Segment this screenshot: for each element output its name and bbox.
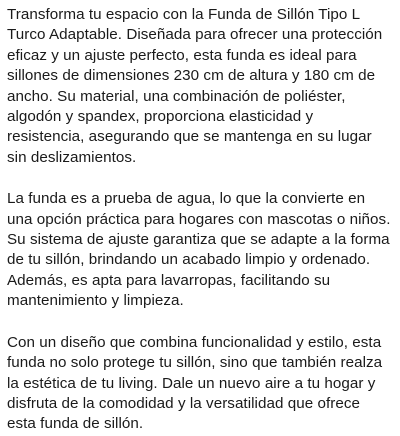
description-paragraph: Transforma tu espacio con la Funda de Sillón Tipo L Turco Adaptable. Diseñada para ofrecer una protección eficaz y un ajuste perfecto, esta funda es ideal para sillones de dimensiones 230 cm de altura y 180 cm de ancho. Su material, una combinación de poliéster, algodón y spandex, proporciona elasticidad y resistencia, asegurando que se mantenga en su lugar sin deslizamientos. xyxy=(7,6,383,166)
description-paragraph: Con un diseño que combina funcionalidad y estilo, esta funda no solo protege tu sillón, sino que también realza la estética de tu living. Dale un nuevo aire a tu hogar y disfruta de la comodidad y la versatilidad que ofrece esta funda de sillón. xyxy=(7,333,383,433)
description-paragraph: La funda es a prueba de agua, lo que la convierte en una opción práctica para hogares con mascotas o niños. Su sistema de ajuste garantiza que se adapte a la forma de tu sillón, brindando un acabado limpio y ordenado. Además, es apta para lavarropas, facilitando su mantenimiento y limpieza. xyxy=(7,190,391,310)
